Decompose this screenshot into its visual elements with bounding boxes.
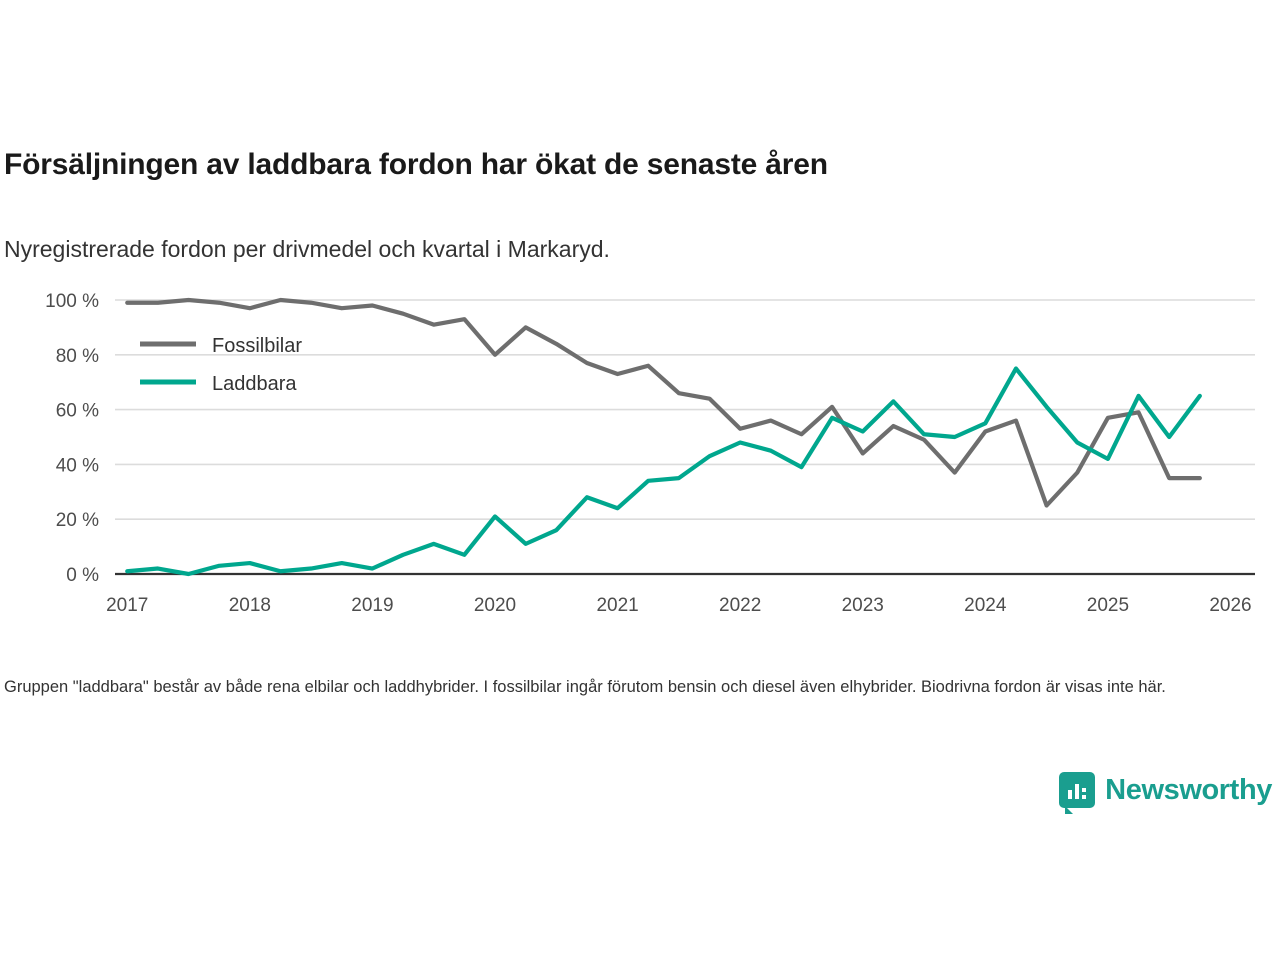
x-tick-label: 2025 — [1086, 595, 1130, 616]
y-tick-label: 40 % — [55, 455, 99, 477]
newsworthy-logo-icon — [1059, 772, 1095, 808]
x-tick-label: 2018 — [228, 595, 271, 616]
series-line-fossilbilar — [127, 300, 1200, 506]
y-tick-label: 60 % — [55, 400, 99, 422]
x-tick-label: 2023 — [841, 595, 884, 616]
brand-logo — [1059, 772, 1272, 808]
y-tick-label: 20 % — [55, 510, 99, 532]
x-tick-label: 2021 — [596, 595, 639, 616]
series-line-laddbara — [127, 369, 1200, 575]
legend-label-fossilbilar: Fossilbilar — [212, 335, 303, 357]
y-tick-label: 80 % — [55, 345, 99, 367]
page-subtitle: Nyregistrerade fordon per drivmedel och kvartal i Markaryd. — [4, 236, 610, 262]
x-tick-label: 2026 — [1209, 595, 1252, 616]
line-chart — [0, 282, 1280, 632]
page-title: Försäljningen av laddbara fordon har ökat de senaste åren — [4, 148, 828, 181]
bar-chart-icon — [1059, 772, 1095, 808]
brand-name: Newsworthy — [1105, 773, 1272, 806]
chart-area — [0, 282, 1280, 632]
x-tick-label: 2020 — [473, 595, 517, 616]
x-tick-label: 2019 — [351, 595, 394, 616]
y-tick-label: 0 % — [66, 565, 99, 586]
y-tick-label: 100 % — [45, 291, 99, 312]
x-tick-label: 2017 — [106, 595, 149, 616]
x-tick-label: 2022 — [719, 595, 762, 616]
legend-label-laddbara: Laddbara — [212, 373, 297, 395]
chart-footnote: Gruppen "laddbara" består av både rena elbilar och laddhybrider. I fossilbilar ingår förutom bensin och diesel även elhybrider. Biodrivna fordon är visas inte här. — [4, 678, 1166, 696]
x-tick-label: 2024 — [964, 595, 1007, 616]
